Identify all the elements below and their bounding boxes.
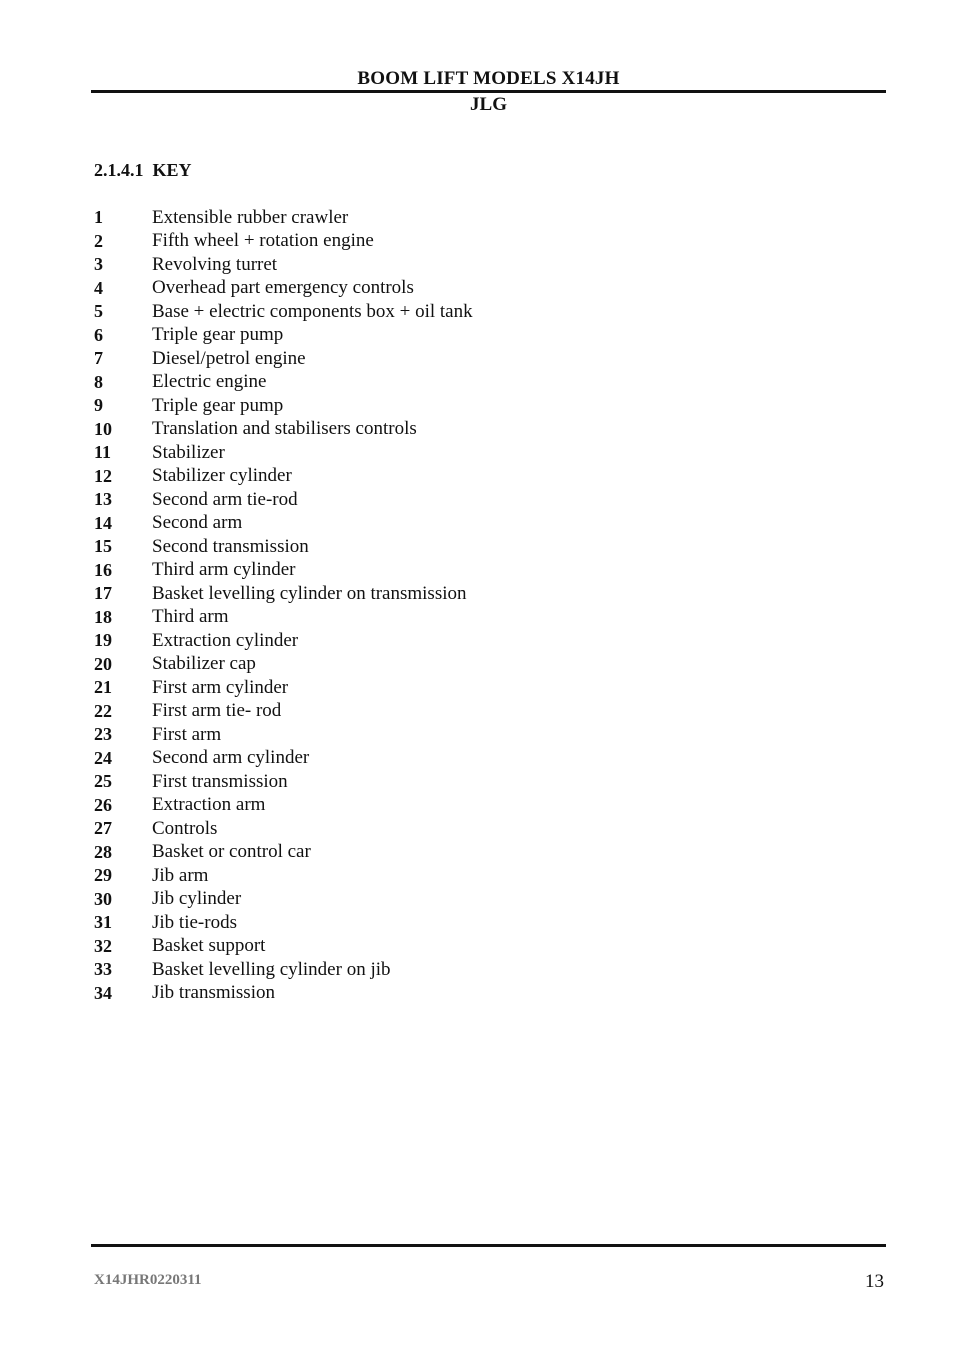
list-item [94,324,473,348]
list-item [94,253,473,277]
list-item [94,394,473,418]
list-item [94,676,473,700]
item-label: Jib cylinder [152,888,242,910]
item-label: Base + electric components box + oil tank [152,300,473,322]
list-item [94,700,473,724]
brand-name: JLG [470,94,507,115]
list-item [94,841,473,865]
item-number: 28 [94,841,112,862]
item-number: 30 [94,888,112,909]
list-item [94,794,473,818]
item-number: 14 [94,512,112,533]
list-item [94,371,473,395]
item-number: 9 [94,395,103,416]
item-number: 18 [94,606,112,627]
item-label: Basket support [152,935,266,957]
list-item [94,582,473,606]
item-label: Extraction cylinder [152,629,299,651]
list-item [94,465,473,489]
list-item [94,958,473,982]
item-label: Jib tie-rods [152,911,237,933]
item-number: 22 [94,700,112,721]
item-number: 6 [94,324,103,345]
header-divider [91,90,886,93]
list-item [94,982,473,1006]
item-number: 23 [94,724,112,745]
list-item [94,629,473,653]
list-item [94,653,473,677]
item-number: 10 [94,418,112,439]
item-number: 4 [94,277,103,298]
item-number: 16 [94,559,112,580]
list-item [94,606,473,630]
item-number: 5 [94,301,103,322]
list-item [94,888,473,912]
item-label: First arm tie- rod [152,700,282,722]
item-number: 1 [94,207,103,228]
item-number: 29 [94,865,112,886]
item-number: 20 [94,653,112,674]
key-list [94,206,473,1005]
item-label: Second arm [152,512,243,534]
item-label: Second arm tie-rod [152,488,298,510]
document-code: X14JHR0220311 [94,1272,202,1288]
list-item [94,277,473,301]
item-label: Triple gear pump [152,394,284,416]
item-number: 15 [94,536,112,557]
list-item [94,206,473,230]
list-item [94,512,473,536]
page-header [91,68,886,116]
item-number: 26 [94,794,112,815]
item-label: Extraction arm [152,794,266,816]
list-item [94,535,473,559]
item-label: First arm [152,723,222,745]
page-number: 13 [865,1271,884,1292]
item-label: Overhead part emergency controls [152,277,414,299]
list-item [94,418,473,442]
item-number: 17 [94,583,112,604]
item-number: 25 [94,771,112,792]
document-title: BOOM LIFT MODELS X14JH [357,68,620,89]
section-heading: 2.1.4.1 KEY [94,160,192,180]
item-number: 11 [94,442,112,463]
item-number: 12 [94,465,112,486]
item-number: 2 [94,230,103,251]
item-label: Stabilizer cap [152,653,256,675]
item-label: Electric engine [152,371,267,393]
item-number: 21 [94,677,112,698]
item-number: 8 [94,371,103,392]
item-label: Diesel/petrol engine [152,347,306,369]
item-label: Stabilizer cylinder [152,465,292,487]
item-label: Triple gear pump [152,324,284,346]
list-item [94,864,473,888]
item-number: 7 [94,348,103,369]
item-label: Third arm [152,606,229,628]
item-number: 27 [94,818,112,839]
item-number: 31 [94,912,112,933]
item-label: Third arm cylinder [152,559,296,581]
item-label: Translation and stabilisers controls [152,418,417,440]
item-number: 32 [94,935,112,956]
item-label: First arm cylinder [152,676,289,698]
item-number: 19 [94,630,112,651]
item-number: 33 [94,959,112,980]
item-label: Jib transmission [152,982,275,1004]
item-label: Basket levelling cylinder on jib [152,958,391,980]
item-label: Fifth wheel + rotation engine [152,230,374,252]
item-number: 24 [94,747,112,768]
item-label: Revolving turret [152,253,278,275]
list-item [94,747,473,771]
list-item [94,488,473,512]
list-item [94,723,473,747]
item-label: Basket or control car [152,841,311,863]
item-label: First transmission [152,770,288,792]
footer-divider [91,1244,886,1247]
list-item [94,300,473,324]
list-item [94,559,473,583]
item-label: Extensible rubber crawler [152,206,349,228]
list-item [94,911,473,935]
list-item [94,817,473,841]
item-label: Jib arm [152,864,209,886]
item-number: 3 [94,254,103,275]
list-item [94,347,473,371]
item-number: 34 [94,982,112,1003]
item-label: Second arm cylinder [152,747,310,769]
item-number: 13 [94,489,112,510]
list-item [94,770,473,794]
list-item [94,441,473,465]
list-item [94,935,473,959]
item-label: Basket levelling cylinder on transmission [152,582,467,604]
list-item [94,230,473,254]
item-label: Stabilizer [152,441,225,463]
item-label: Second transmission [152,535,309,557]
item-label: Controls [152,817,218,839]
